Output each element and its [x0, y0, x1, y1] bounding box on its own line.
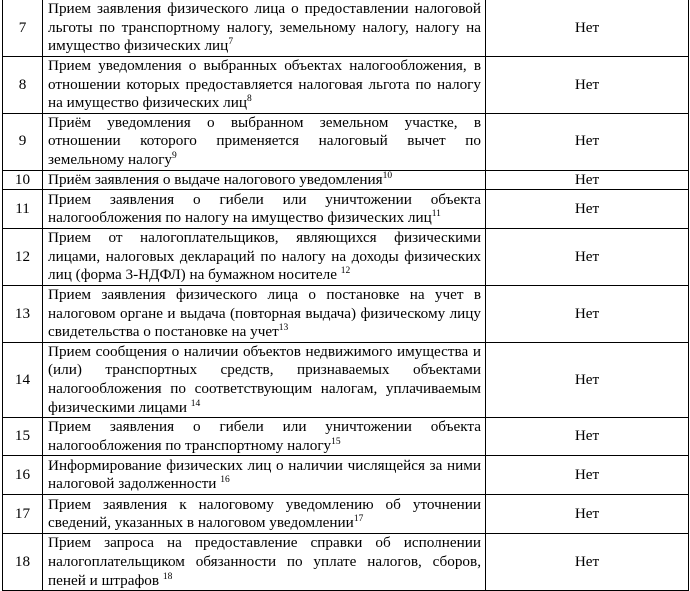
footnote-ref: 11 — [431, 209, 441, 220]
description-text: Прием от налогоплательщиков, являющихся физическими лицами, налоговых деклараций по налогу на доходы физических лиц (форма 3-НДФЛ) на бумажном носителе — [48, 229, 481, 284]
service-description — [43, 190, 486, 229]
service-description — [43, 495, 486, 534]
row-value: Нет — [486, 495, 689, 534]
row-value: Нет — [486, 534, 689, 591]
description-text: Прием сообщения о наличии объектов недвижимого имущества и (или) транспортных средств, признаваемых объектами налогообложения по соответствующим налогам, уплачиваемым физическими лицами — [48, 342, 481, 416]
table-row — [3, 113, 689, 170]
description-text: Прием заявления о гибели или уничтожении объекта налогообложения по транспортному налогу — [48, 418, 481, 454]
table-row — [3, 0, 689, 57]
row-value: Нет — [486, 285, 689, 342]
footnote-ref: 16 — [220, 475, 230, 486]
table-body — [3, 0, 689, 591]
table-row — [3, 190, 689, 229]
row-value: Нет — [486, 456, 689, 495]
table-row — [3, 495, 689, 534]
footnote-ref: 13 — [278, 323, 289, 334]
row-number: 12 — [3, 229, 43, 286]
description-text: Прием запроса на предоставление справки об исполнении налогоплательщиком обязанности по уплате налогов, сборов, пеней и штрафов — [48, 534, 481, 589]
service-description — [43, 534, 486, 591]
service-description — [43, 342, 486, 417]
row-value: Нет — [486, 418, 689, 456]
row-number: 8 — [3, 57, 43, 114]
description-text: Приём уведомления о выбранном земельном участке, в отношении которого применяется налоговый вычет по земельному налогу — [48, 113, 481, 168]
service-description — [43, 0, 486, 57]
service-description — [43, 229, 486, 286]
service-description — [43, 113, 486, 170]
row-number: 13 — [3, 285, 43, 342]
row-number: 9 — [3, 113, 43, 170]
table-row — [3, 229, 689, 286]
row-value: Нет — [486, 57, 689, 114]
row-value: Нет — [486, 342, 689, 417]
service-description — [43, 456, 486, 495]
description-text: Прием заявления к налоговому уведомлению об уточнении сведений, указанных в налоговом уведомлении — [48, 495, 481, 532]
table-row — [3, 170, 689, 190]
footnote-ref: 12 — [340, 266, 351, 277]
table-row — [3, 285, 689, 342]
footnote-ref: 8 — [246, 94, 252, 105]
service-description — [43, 285, 486, 342]
footnote-ref: 14 — [190, 398, 201, 409]
row-number: 16 — [3, 456, 43, 495]
description-text: Прием заявления физического лица о постановке на учет в налоговом органе и выдача (повторная выдача) физическому лицу свидетельства о постановке на учет — [48, 285, 481, 341]
description-text: Информирование физических лиц о наличии числящейся за ними налоговой задолженности — [48, 456, 481, 493]
description-text: Приём заявления о выдаче налогового уведомления — [48, 170, 383, 188]
description-text: Прием уведомления о выбранных объектах налогообложения, в отношении которых предоставляется налоговая льгота по налогу на имущество физических лиц — [48, 57, 481, 112]
row-number: 18 — [3, 534, 43, 591]
footnote-ref: 9 — [172, 150, 177, 161]
table-row — [3, 534, 689, 591]
footnote-ref: 17 — [353, 514, 364, 525]
table-row — [3, 418, 689, 456]
footnote-ref: 18 — [162, 571, 173, 582]
footnote-ref: 10 — [382, 170, 393, 181]
row-number: 14 — [3, 342, 43, 417]
row-number: 17 — [3, 495, 43, 534]
service-description — [43, 418, 486, 456]
service-description — [43, 57, 486, 114]
row-value: Нет — [486, 170, 689, 190]
row-value: Нет — [486, 229, 689, 286]
service-description — [43, 170, 486, 190]
table-row — [3, 456, 689, 495]
row-number: 11 — [3, 190, 43, 229]
description-text: Прием заявления физического лица о предоставлении налоговой льготы по транспортному налогу, земельному налогу, налогу на имущество физических лиц — [48, 0, 481, 55]
row-number: 10 — [3, 170, 43, 190]
row-value: Нет — [486, 113, 689, 170]
table-row — [3, 57, 689, 114]
services-table — [2, 0, 689, 591]
table-row — [3, 342, 689, 417]
row-number: 7 — [3, 0, 43, 57]
row-number: 15 — [3, 418, 43, 456]
row-value: Нет — [486, 0, 689, 57]
row-value: Нет — [486, 190, 689, 229]
footnote-ref: 7 — [228, 37, 234, 48]
description-text: Прием заявления о гибели или уничтожении объекта налогообложения по налогу на имущество физических лиц — [48, 190, 481, 227]
footnote-ref: 15 — [331, 436, 341, 447]
